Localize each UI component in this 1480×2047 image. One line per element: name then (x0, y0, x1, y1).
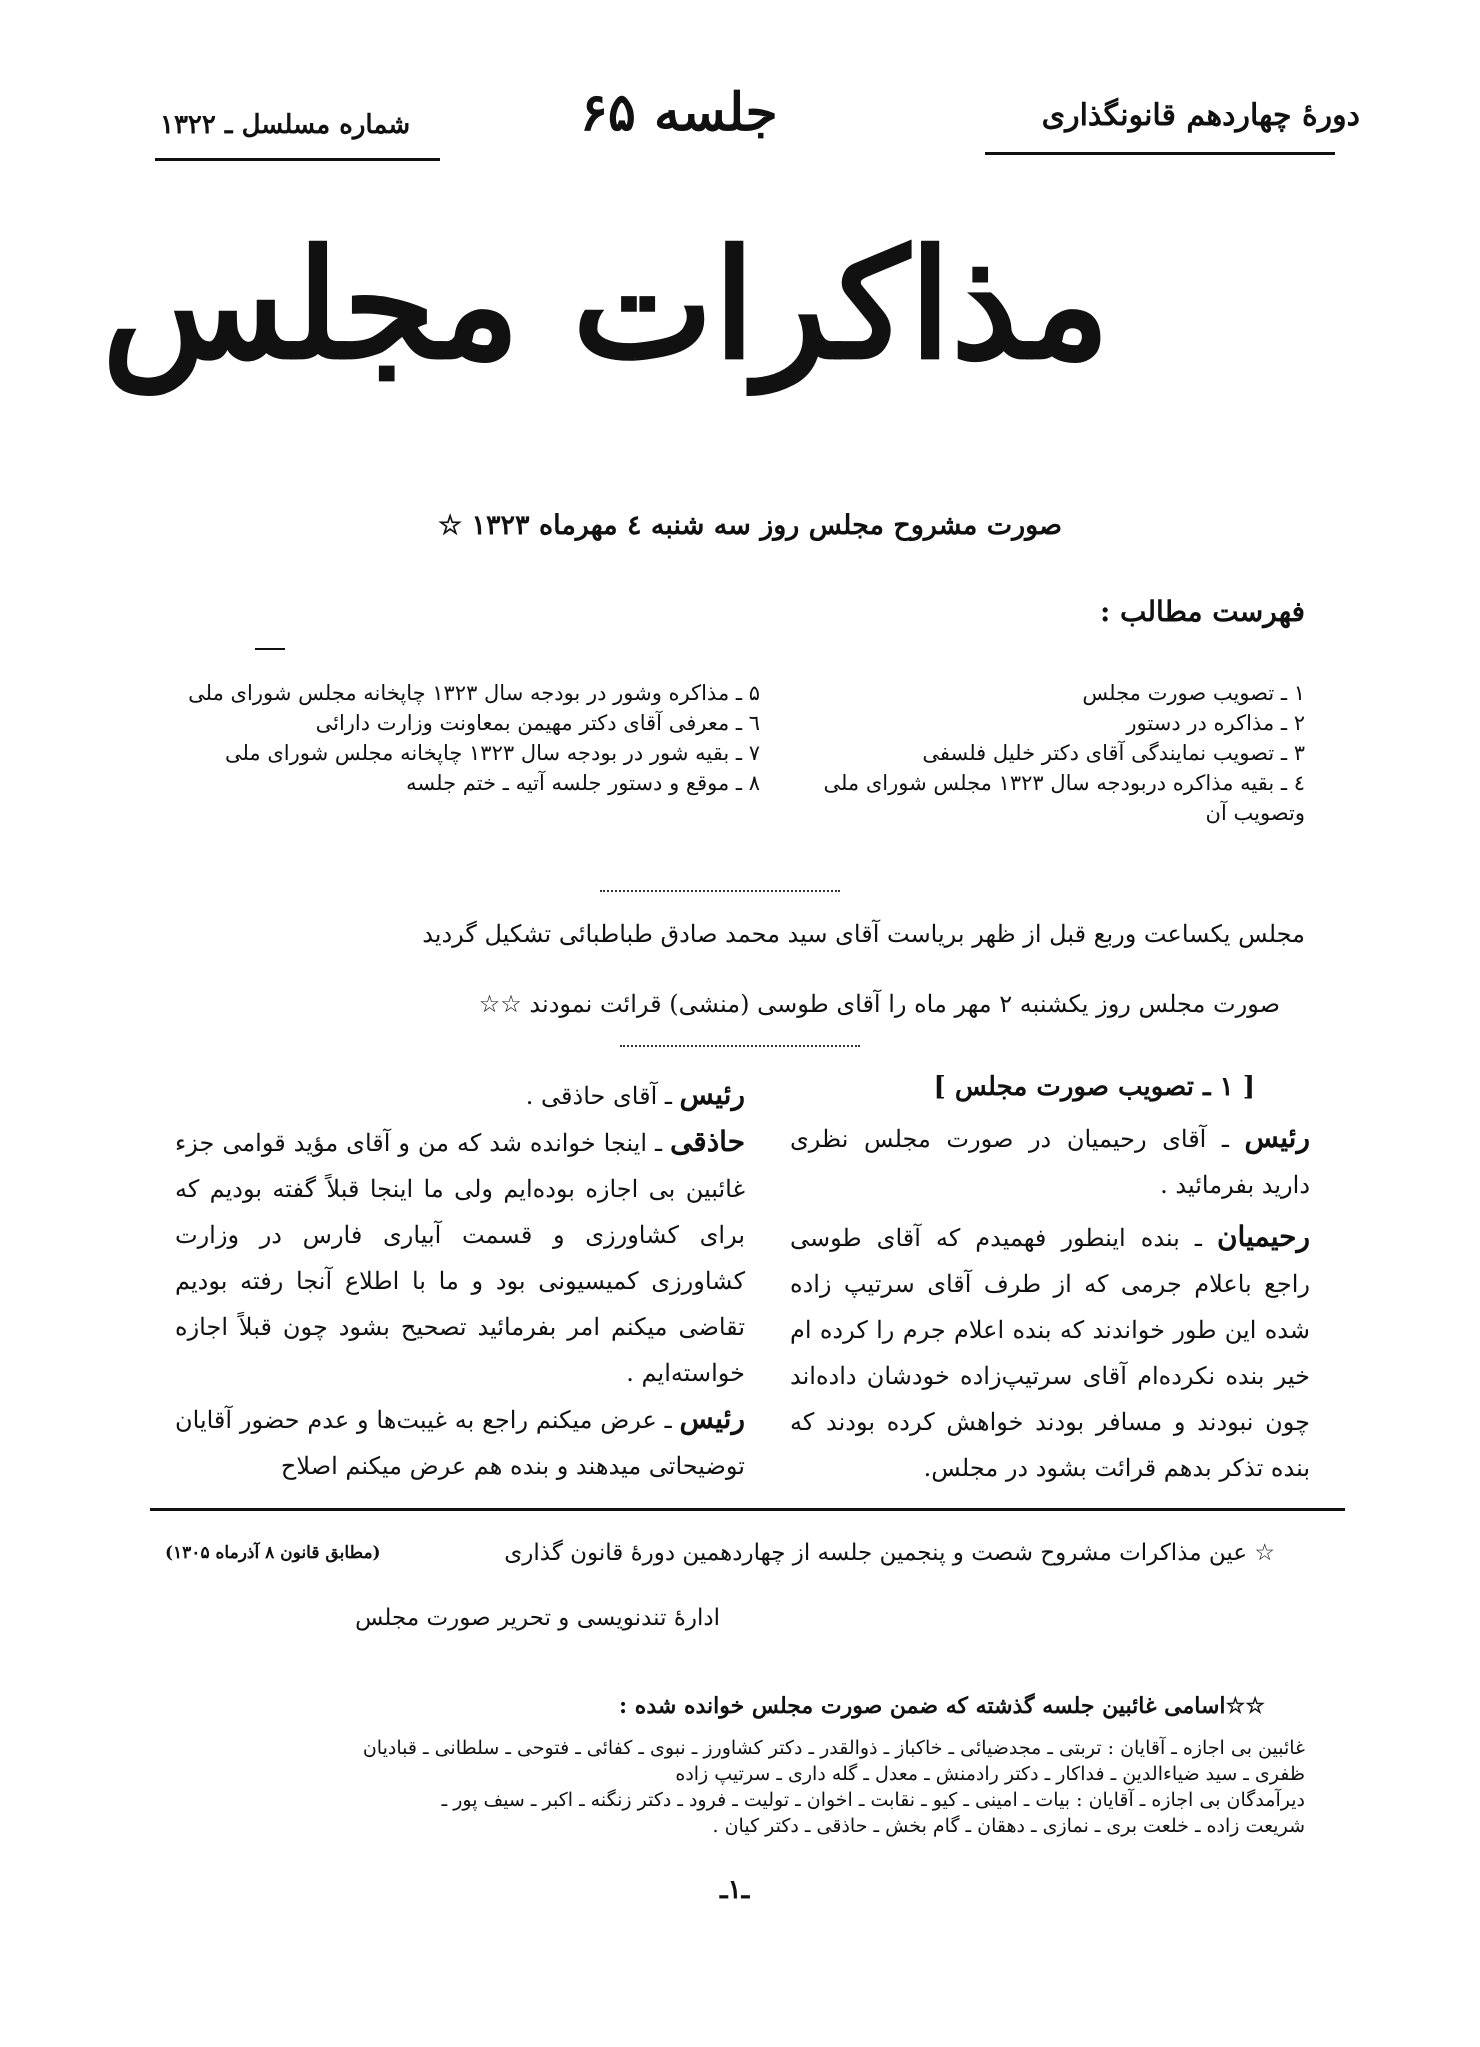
toc-item: ۵ ـ مذاکره وشور در بودجه سال ۱۳۲۳ چاپخانه مجلس شورای ملی (188, 681, 760, 705)
speech-text: ـ بنده اینطور فهمیدم که آقای طوسی راجع باعلام جرمی که از طرف آقای سرتیپ زاده شده این طور خواندند که بنده اعلام جرم را کرده ام خیر بنده نکرده‌ام آقای سرتیپ‌زاده خودشان داده‌اند چون نبودند و مسافر بودند خواهش کرده بودند که بنده تذکر بدهم قرائت بشود در مجلس. (790, 1224, 1310, 1482)
session-subtitle: صورت مشروح مجلس روز سه شنبه ٤ مهرماه ۱۳۲۳ ☆ (437, 510, 1063, 541)
speaker-name: رئیس (679, 1078, 745, 1111)
footnote-office: ادارۀ تندنویسی و تحریر صورت مجلس (355, 1605, 720, 1631)
speaker-name: رئیس (679, 1402, 745, 1435)
toc-item: ٤ ـ بقیه مذاکره دربودجه سال ۱۳۲۳ مجلس شورای ملی وتصویب آن (823, 771, 1305, 825)
speech (175, 1119, 745, 1396)
speech (175, 1072, 745, 1119)
absentees-line: دیرآمدگان بی اجازه ـ آقایان : بیات ـ امینی ـ کیو ـ نقابت ـ اخوان ـ تولیت ـ فرود ـ دکتر زنگنه ـ اکبر ـ سیف پور ـ (441, 1789, 1305, 1811)
section-heading: [ ۱ ـ تصویب صورت مجلس ] (933, 1072, 1255, 1102)
speaker-name: رحیمیان (1216, 1220, 1310, 1253)
serial-underline (155, 158, 440, 161)
toc-left-column (170, 678, 760, 798)
toc-item: ۱ ـ تصویب صورت مجلس (1082, 681, 1305, 705)
toc-right-column (805, 678, 1305, 828)
speech-text: ـ عرض میکنم راجع به غیبت‌ها و عدم حضور آقایان توضیحاتی میدهند و بنده هم عرض میکنم اصلاح (175, 1406, 745, 1480)
speech-text: ـ اینجا خوانده شد که من و آقای مؤید قوامی جزء غائبین بی اجازه بوده‌ایم ولی ما اینجا قبلاً گفته بودیم که برای کشاورزی و قسمت آبیاری فارس در وزارت کشاورزی کمیسیونی بود و ما با اطلاع آنجا رفته بودیم تقاضی میکنم امر بفرمائید تصحیح بشود چون قبلاً اجازه خواسته‌ایم . (175, 1129, 745, 1387)
speech (175, 1396, 745, 1489)
speaker-name: رئیس (1244, 1121, 1310, 1154)
absentees-line: غائبین بی اجازه ـ آقایان : تربتی ـ مجدضیائی ـ خاکباز ـ ذوالقدر ـ دکتر کشاورز ـ نبوی ـ کفائی ـ فتوحی ـ سلطانی ـ قبادیان (362, 1737, 1305, 1759)
footnote-law: (مطابق قانون ۸ آذرماه ۱۳۰۵) (165, 1543, 381, 1563)
toc-item: ۸ ـ موقع و دستور جلسه آتیه ـ ختم جلسه (406, 771, 760, 795)
masthead-title: مذاکرات مجلس (101, 217, 1110, 393)
serial-number: شماره مسلسل ـ ۱۳۲۲ (160, 110, 411, 140)
toc-mark (255, 648, 285, 650)
toc-item: ۷ ـ بقیه شور در بودجه سال ۱۳۲۳ چاپخانه مجلس شورای ملی (224, 741, 760, 765)
speech-text: ـ آقای رحیمیان در صورت مجلس نظری دارید بفرمائید . (790, 1125, 1310, 1199)
absentees-heading: ☆☆اسامی غائبین جلسه گذشته که ضمن صورت مجلس خوانده شده : (619, 1693, 1265, 1719)
section-divider (620, 1045, 860, 1047)
absentees-list (125, 1735, 1305, 1839)
right-column (790, 1115, 1310, 1491)
speech-text: ـ آقای حاذقی . (525, 1082, 680, 1110)
speaker-name: حاذقی (669, 1125, 745, 1158)
section-divider (600, 890, 840, 892)
footnote-main: ☆ عین مذاکرات مشروح شصت و پنجمین جلسه از چهاردهمین دورۀ قانون گذاری (504, 1540, 1275, 1566)
toc-item: ۳ ـ تصویب نمایندگی آقای دکتر خلیل فلسفی (922, 741, 1305, 765)
reading-line: صورت مجلس روز یکشنبه ۲ مهر ماه را آقای طوسی (منشی) قرائت نمودند ☆☆ (478, 990, 1280, 1018)
toc-item: ٦ ـ معرفی آقای دکتر مهیمن بمعاونت وزارت دارائی (315, 711, 760, 735)
speech (790, 1214, 1310, 1491)
session-number: جلسه ۶۵ (580, 82, 778, 143)
absentees-line: ظفری ـ سید ضیاءالدین ـ فداکار ـ دکتر رادمنش ـ معدل ـ گله داری ـ سرتیپ زاده (675, 1763, 1305, 1785)
period-label: دورۀ چهاردهم قانونگذاری (1041, 98, 1360, 133)
page-number: ـ۱ـ (720, 1875, 750, 1905)
toc-item: ۲ ـ مذاکره در دستور (1126, 711, 1305, 735)
period-underline (985, 152, 1335, 155)
bottom-rule (150, 1508, 1345, 1511)
left-column (175, 1072, 745, 1489)
opening-line: مجلس یکساعت وربع قبل از ظهر بریاست آقای سید محمد صادق طباطبائی تشکیل گردید (422, 920, 1305, 948)
toc-heading: فهرست مطالب : (1099, 595, 1305, 628)
speech (790, 1115, 1310, 1208)
absentees-line: شریعت زاده ـ خلعت بری ـ نمازی ـ دهقان ـ گام بخش ـ حاذقی ـ دکتر کیان . (712, 1815, 1305, 1837)
